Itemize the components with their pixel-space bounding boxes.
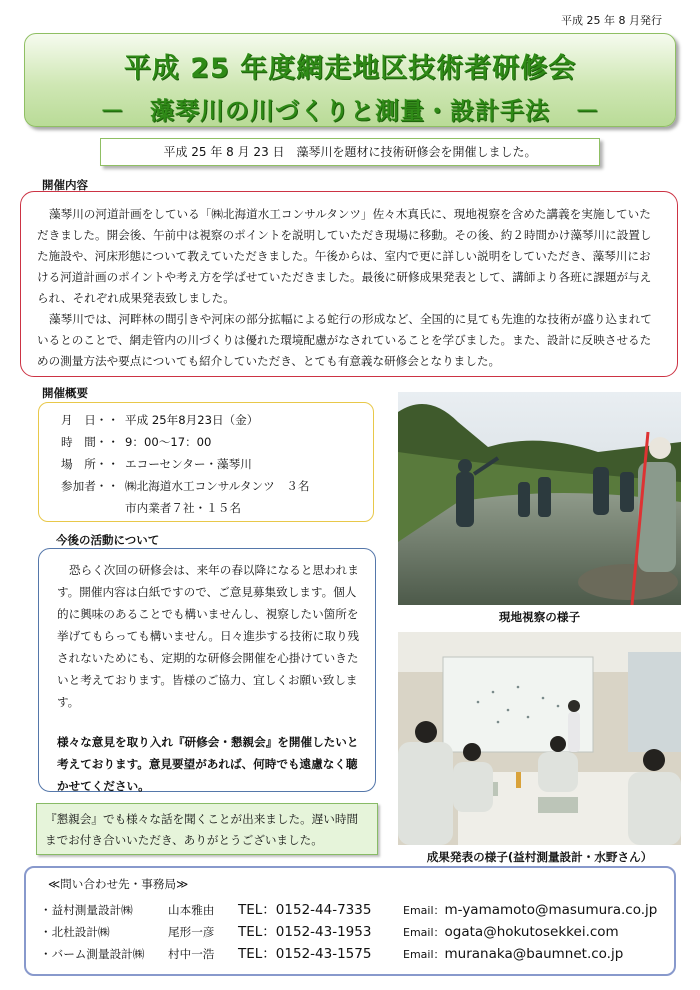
contact-tel: TEL：0152-44-7335 (238, 902, 372, 918)
future-box (38, 548, 376, 792)
content-paragraph: 藻琴川では、河畔林の間引きや河床の部分拡幅による蛇行の形成など、全国的に見ても先進的な技術が盛り込まれているとのことで、網走管内の川づくりは優れた環境配慮がなされていることを学びました。また、設計に反映させるための測量方法や要点についても紹介していただき、とても有意義な研修会となりました。 (37, 312, 652, 368)
overview-box (38, 402, 374, 522)
email-address[interactable]: m-yamamoto@masumura.co.jp (444, 902, 658, 918)
newsletter-subtitle: － 藻琴川の川づくりと測量・設計手法 － (100, 97, 600, 125)
presentation-caption: 成果発表の様子(益村測量設計・水野さん） (426, 850, 653, 864)
newsletter-title: 平成 25 年度網走地区技術者研修会 (123, 53, 577, 84)
contact-person: 尾形一彦 (168, 925, 215, 939)
overview-row (61, 497, 373, 519)
content-heading: 開催内容 (42, 178, 88, 192)
contact-heading: ≪問い合わせ先・事務局≫ (48, 877, 189, 891)
email-label: Email： (403, 926, 445, 939)
overview-row (61, 409, 373, 431)
overview-row (61, 431, 373, 453)
contact-email[interactable] (403, 946, 623, 962)
overview-label (61, 497, 125, 519)
content-box (20, 191, 678, 377)
contact-org: ・北杜設計㈱ (40, 925, 110, 939)
overview-label: 時 間・・ (61, 435, 119, 449)
email-address[interactable]: muranaka@baumnet.co.jp (444, 946, 624, 962)
future-heading: 今後の活動について (56, 533, 160, 547)
overview-value: 平成 25年8月23日（金） (125, 413, 259, 427)
contact-row (40, 898, 660, 920)
future-emphasis: 様々な意見を取り入れ『研修会・懇親会』を開催したいと考えております。意見要望があれば、何時でも遠慮なく聴かせてください。 (57, 735, 359, 793)
overview-row (61, 475, 373, 497)
social-note: 『懇親会』でも様々な話を聞くことが出来ました。遅い時間までお付き合いいただき、ありがとうございました。 (36, 803, 378, 855)
overview-row (61, 453, 373, 475)
overview-heading: 開催概要 (42, 386, 88, 400)
contact-row (40, 942, 660, 964)
overview-label: 場 所・・ (61, 457, 119, 471)
site-visit-photo (398, 392, 681, 605)
overview-value: 9：00〜17：00 (125, 435, 212, 449)
contact-email[interactable] (403, 924, 619, 940)
issue-date: 平成 25 年 8 月発行 (561, 14, 662, 27)
contact-org: ・益村測量設計㈱ (40, 903, 133, 917)
contact-person: 村中一浩 (168, 947, 215, 961)
contact-org: ・バーム測量設計㈱ (40, 947, 145, 961)
contact-box (24, 866, 676, 976)
future-paragraph: 恐らく次回の研修会は、来年の春以降になると思われます。開催内容は白紙ですので、ご意見募集致します。個人的に興味のあることでも構いませんし、視察したい箇所を挙げてもらっても構いません。日々進歩する技術に取り残されないためにも、定期的な研修会開催を心掛けていきたいと考えております。皆様のご協力、宜しくお願い致します。 (57, 563, 360, 709)
content-paragraph: 藻琴川の河道計画をしている「㈱北海道水工コンサルタンツ」佐々木真氏に、現地視察を含めた講義を実施していただきました。開会後、午前中は視察のポイントを説明していただき現場に移動。その後、約２時間かけ藻琴川に設置した施設や、河床形態について教えていただきました。午後からは、室内で更に詳しい説明をしていただき、藻琴川における河道計画のポイントや考え方を学ばせていただきました。最後に研修成果発表として、講師より各班に課題が与えられ、それぞれ成果発表致しました。 (37, 207, 652, 305)
email-label: Email： (403, 904, 445, 917)
contact-person: 山本雅由 (168, 903, 215, 917)
contact-tel: TEL：0152-43-1575 (238, 946, 372, 962)
overview-value: ㈱北海道水工コンサルタンツ ３名 (125, 479, 310, 493)
overview-label: 月 日・・ (61, 413, 119, 427)
contact-row (40, 920, 660, 942)
overview-label: 参加者・・ (61, 479, 119, 493)
overview-value: エコーセンター・藻琴川 (125, 457, 252, 471)
presentation-photo (398, 632, 681, 845)
email-address[interactable]: ogata@hokutosekkei.com (444, 924, 619, 940)
contact-email[interactable] (403, 902, 657, 918)
email-label: Email： (403, 948, 445, 961)
event-date-line: 平成 25 年 8 月 23 日 藻琴川を題材に技術研修会を開催しました。 (100, 138, 600, 166)
title-banner (24, 33, 676, 127)
overview-value: 市内業者７社・１５名 (125, 501, 241, 515)
site-visit-caption: 現地視察の様子 (498, 610, 581, 624)
contact-tel: TEL：0152-43-1953 (238, 924, 372, 940)
